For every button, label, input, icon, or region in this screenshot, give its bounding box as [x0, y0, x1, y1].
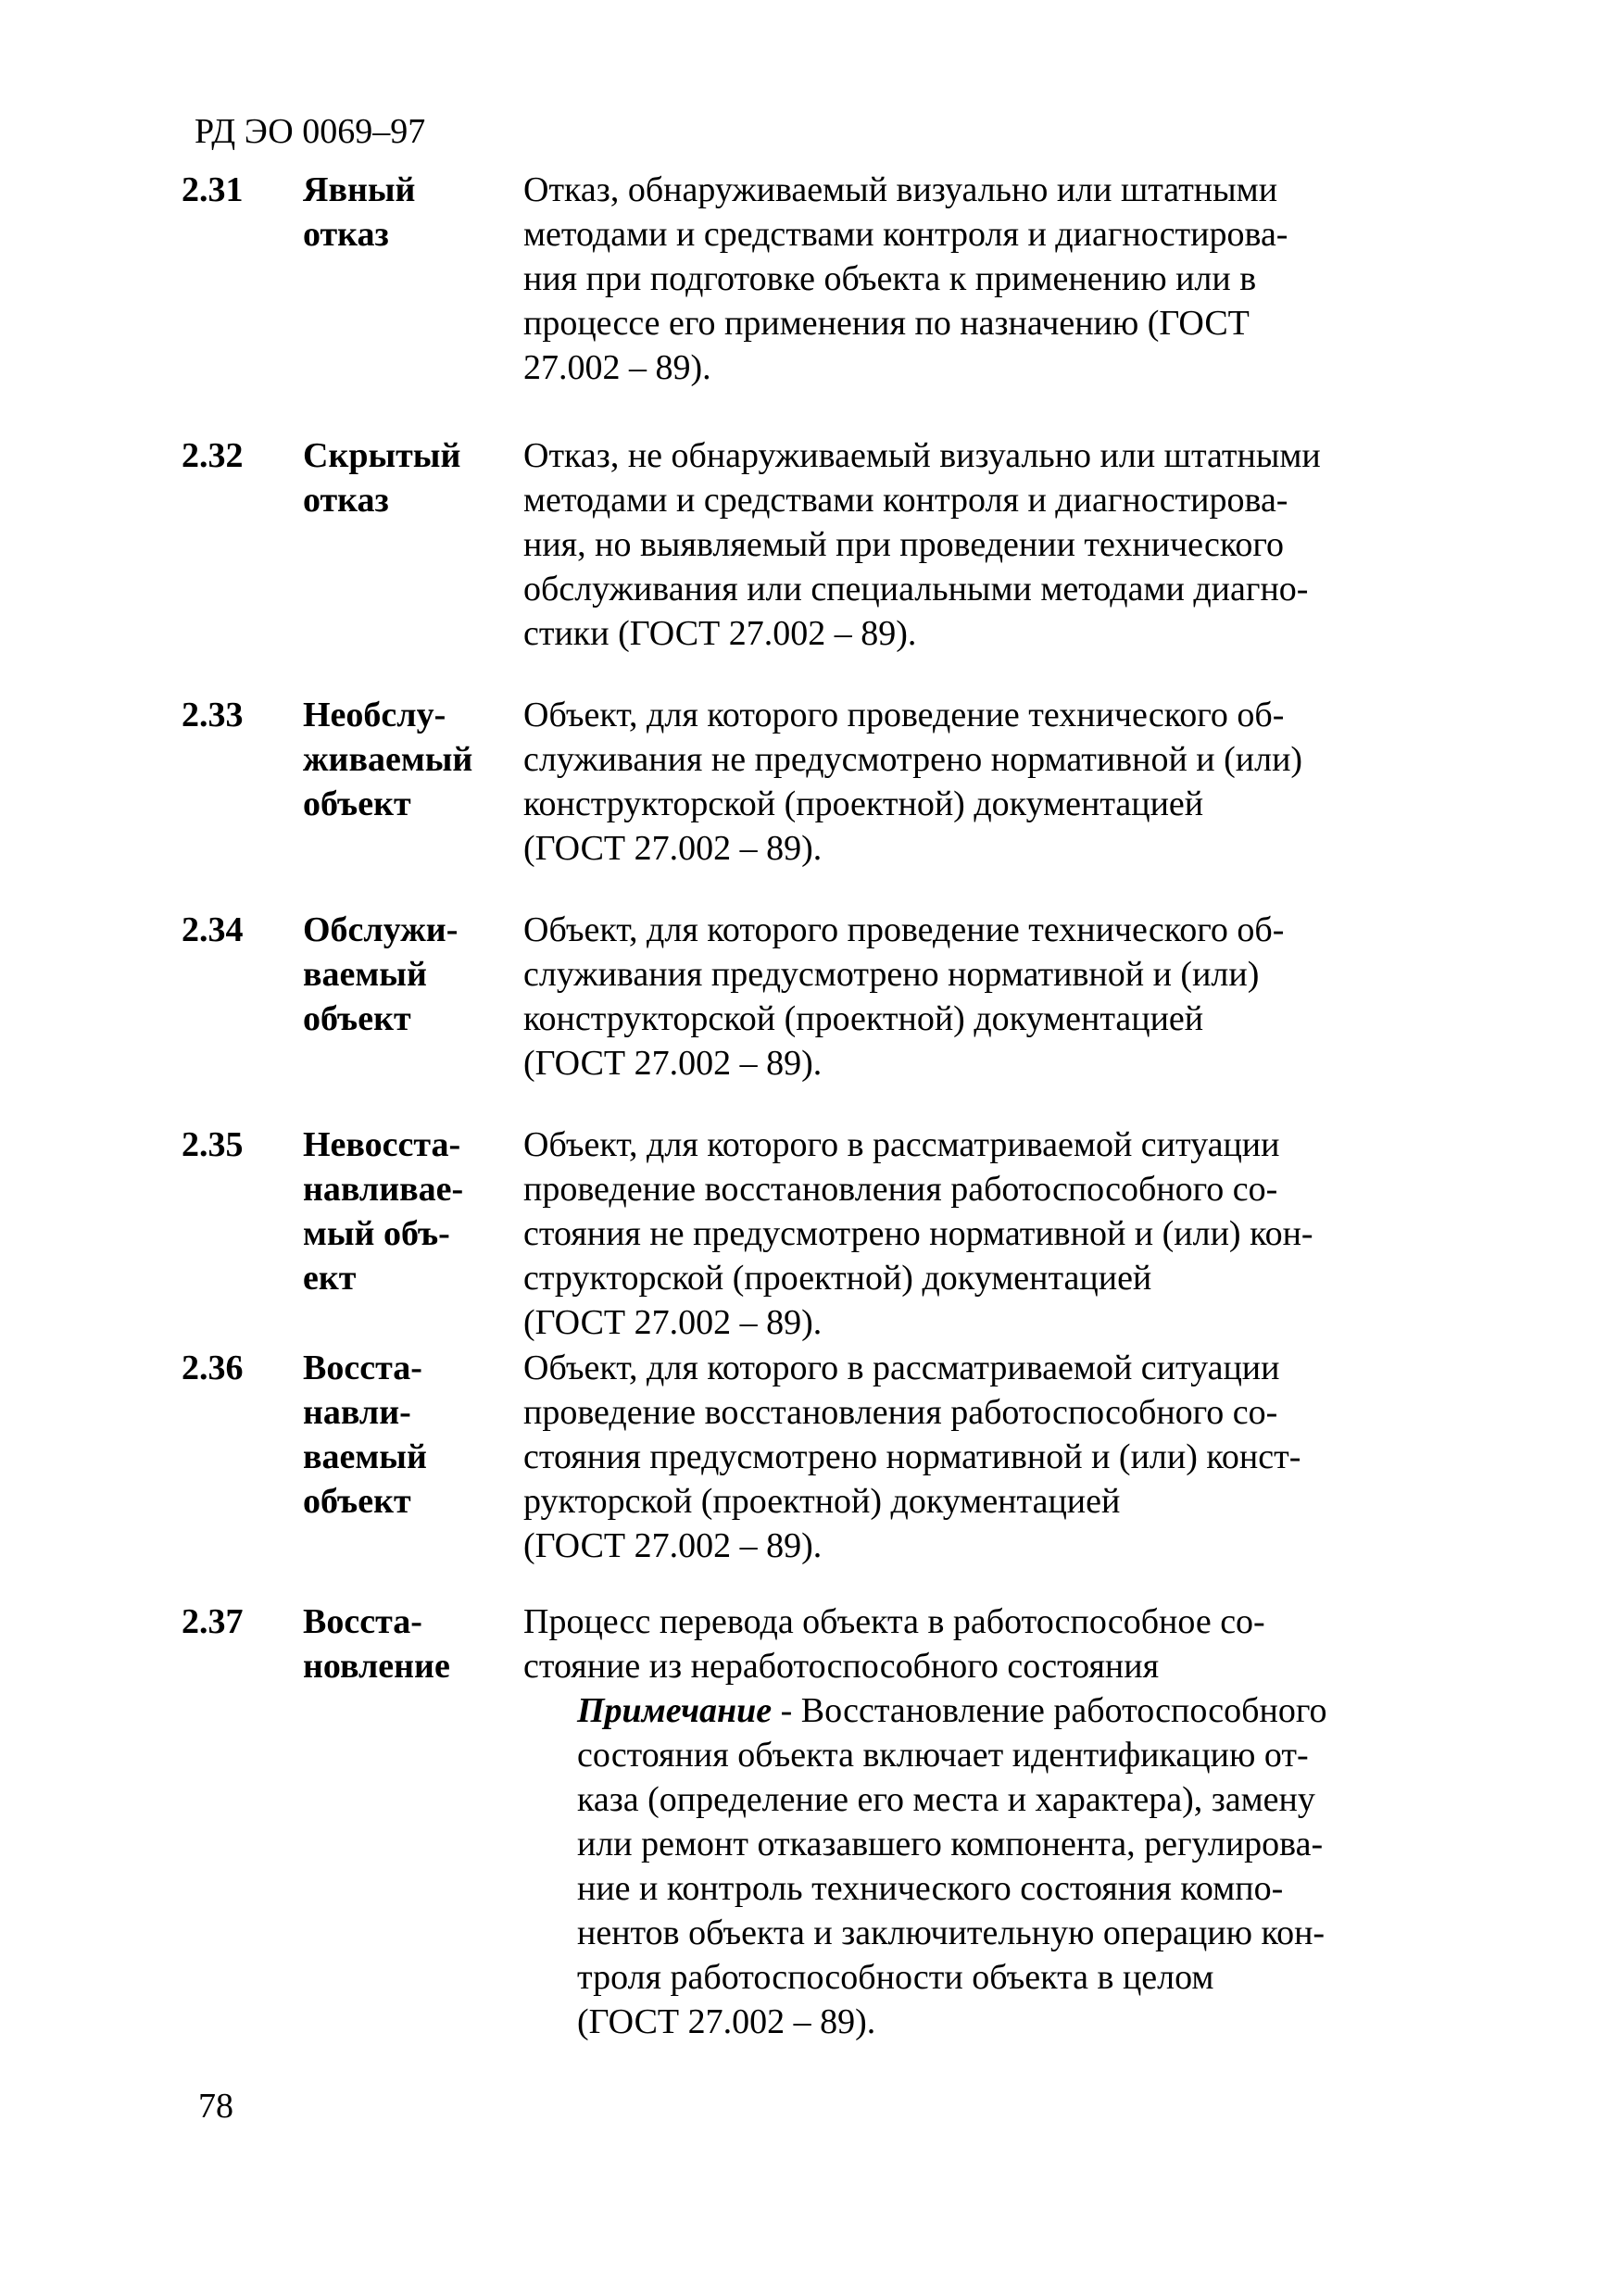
- entry-term: Явный отказ: [303, 170, 416, 254]
- note-label: Примечание: [577, 1691, 773, 1730]
- entry-number: 2.37: [182, 1602, 244, 1641]
- entry-definition: Процесс перевода объекта в работоспособное со- стояние из неработоспособного состояния: [523, 1602, 1265, 1686]
- note-block: [577, 1688, 1420, 2044]
- document-code-header: РД ЭО 0069–97: [195, 112, 426, 151]
- entry-definition: Объект, для которого в рассматриваемой ситуации проведение восстановления работоспособного со- стояния не предусмотрено нормативной и (или) кон- структорской (проектной) документацией (ГОСТ 27.002 – 89).: [523, 1125, 1313, 1342]
- entry-definition: Объект, для которого в рассматриваемой ситуации проведение восстановления работоспособного со- стояния предусмотрено нормативной и (или) конст- рукторской (проектной) документацией (ГОСТ 27.002 – 89).: [523, 1349, 1301, 1565]
- entry-term: Невосста- навливае- мый объ- ект: [303, 1125, 464, 1298]
- entry-number: 2.32: [182, 436, 244, 475]
- entry-definition: Отказ, не обнаруживаемый визуально или штатными методами и средствами контроля и диагностирова- ния, но выявляемый при проведении технического обслуживания или специальными методами диагно- стики (ГОСТ 27.002 – 89).: [523, 436, 1321, 653]
- entry-definition: Объект, для которого проведение технического об- служивания не предусмотрено нормативной и (или) конструкторской (проектной) документацией (ГОСТ 27.002 – 89).: [523, 696, 1303, 868]
- page-number: 78: [198, 2087, 233, 2126]
- entry-definition: Отказ, обнаруживаемый визуально или штатными методами и средствами контроля и диагностирова- ния при подготовке объекта к применению или в процессе его применения по назначению (ГОСТ 27.002 – 89).: [523, 170, 1288, 387]
- entry-number: 2.31: [182, 170, 244, 209]
- entry-term: Восста- новление: [303, 1602, 450, 1686]
- entry-term: Обслужи- ваемый объект: [303, 910, 459, 1038]
- entry-number: 2.33: [182, 696, 244, 734]
- entry-definition: Объект, для которого проведение технического об- служивания предусмотрено нормативной и (или) конструкторской (проектной) документацией (ГОСТ 27.002 – 89).: [523, 910, 1285, 1083]
- entry-term: Скрытый отказ: [303, 436, 461, 520]
- entry-number: 2.34: [182, 910, 244, 949]
- note-text: - Восстановление работоспособного состояния объекта включает идентификацию от- каза (определение его места и характера), замену или ремонт отказавшего компонента, регулирова- ние и контроль технического состояния компо- нентов объекта и заключительную операцию кон- троля работоспособности объекта в целом (ГОСТ 27.002 – 89).: [577, 1691, 1327, 2041]
- entry-term: Необслу- живаемый объект: [303, 696, 473, 823]
- entry-term: Восста- навли- ваемый объект: [303, 1349, 427, 1521]
- entry-number: 2.35: [182, 1125, 244, 1164]
- entry-number: 2.36: [182, 1349, 244, 1387]
